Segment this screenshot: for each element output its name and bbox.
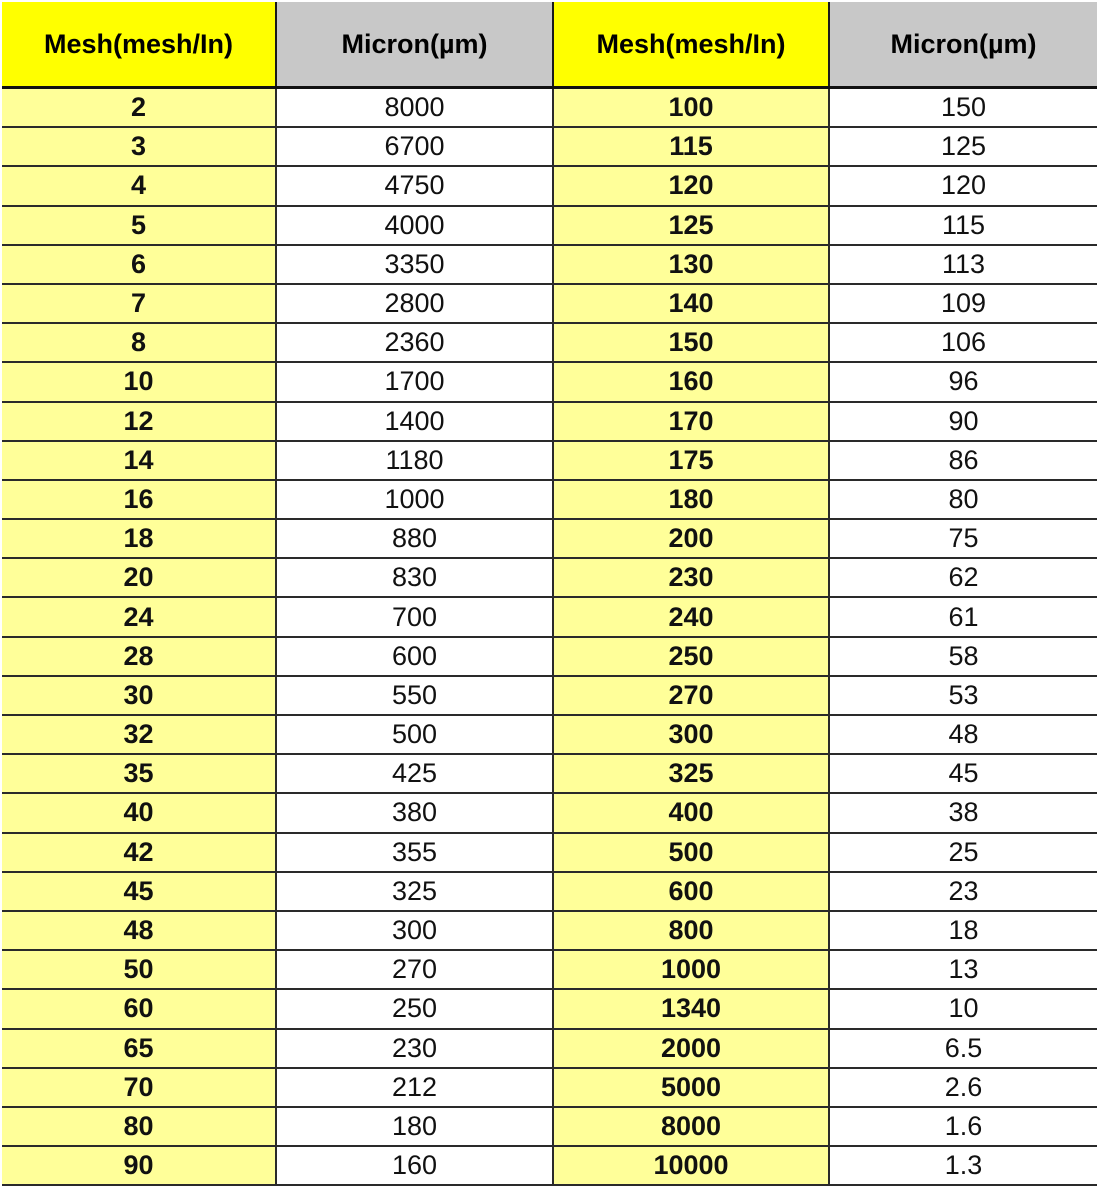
header-mesh-left: Mesh(mesh/In) (2, 2, 276, 88)
mesh-left-cell: 42 (2, 833, 276, 872)
mesh-right-cell: 250 (553, 637, 829, 676)
mesh-micron-sheet (2, 2, 1097, 1185)
table-row (2, 284, 1097, 323)
mesh-right-cell: 150 (553, 323, 829, 362)
mesh-left-cell: 24 (2, 597, 276, 636)
micron-right-cell: 58 (829, 637, 1097, 676)
table-row (2, 597, 1097, 636)
micron-right-cell: 38 (829, 793, 1097, 832)
micron-left-cell: 300 (276, 911, 553, 950)
mesh-right-cell: 1000 (553, 950, 829, 989)
table-row (2, 245, 1097, 284)
mesh-left-cell: 50 (2, 950, 276, 989)
table-row (2, 362, 1097, 401)
mesh-left-cell: 2 (2, 88, 276, 128)
mesh-left-cell: 10 (2, 362, 276, 401)
mesh-left-cell: 4 (2, 166, 276, 205)
table-row (2, 441, 1097, 480)
mesh-left-cell: 80 (2, 1107, 276, 1146)
mesh-right-cell: 240 (553, 597, 829, 636)
micron-right-cell: 25 (829, 833, 1097, 872)
mesh-left-cell: 65 (2, 1029, 276, 1068)
micron-left-cell: 2800 (276, 284, 553, 323)
micron-right-cell: 23 (829, 872, 1097, 911)
micron-right-cell: 125 (829, 127, 1097, 166)
micron-right-cell: 1.6 (829, 1107, 1097, 1146)
table-row (2, 911, 1097, 950)
micron-left-cell: 250 (276, 989, 553, 1028)
mesh-left-cell: 16 (2, 480, 276, 519)
mesh-right-cell: 170 (553, 402, 829, 441)
micron-right-cell: 62 (829, 558, 1097, 597)
table-row (2, 402, 1097, 441)
micron-left-cell: 1000 (276, 480, 553, 519)
table-row (2, 480, 1097, 519)
micron-right-cell: 90 (829, 402, 1097, 441)
mesh-right-cell: 800 (553, 911, 829, 950)
header-row (2, 2, 1097, 88)
micron-left-cell: 325 (276, 872, 553, 911)
mesh-right-cell: 120 (553, 166, 829, 205)
table-row (2, 127, 1097, 166)
mesh-left-cell: 3 (2, 127, 276, 166)
mesh-right-cell: 10000 (553, 1146, 829, 1185)
micron-left-cell: 600 (276, 637, 553, 676)
micron-right-cell: 6.5 (829, 1029, 1097, 1068)
micron-right-cell: 96 (829, 362, 1097, 401)
mesh-right-cell: 270 (553, 676, 829, 715)
mesh-left-cell: 45 (2, 872, 276, 911)
table-row (2, 833, 1097, 872)
table-row (2, 676, 1097, 715)
mesh-right-cell: 130 (553, 245, 829, 284)
table-row (2, 950, 1097, 989)
mesh-right-cell: 200 (553, 519, 829, 558)
micron-left-cell: 8000 (276, 88, 553, 128)
header-mesh-right: Mesh(mesh/In) (553, 2, 829, 88)
table-row (2, 1146, 1097, 1185)
micron-right-cell: 1.3 (829, 1146, 1097, 1185)
micron-left-cell: 180 (276, 1107, 553, 1146)
micron-left-cell: 4000 (276, 206, 553, 245)
micron-right-cell: 86 (829, 441, 1097, 480)
mesh-left-cell: 12 (2, 402, 276, 441)
mesh-left-cell: 20 (2, 558, 276, 597)
table-row (2, 754, 1097, 793)
mesh-left-cell: 60 (2, 989, 276, 1028)
micron-left-cell: 2360 (276, 323, 553, 362)
mesh-left-cell: 6 (2, 245, 276, 284)
mesh-right-cell: 115 (553, 127, 829, 166)
table-body (2, 88, 1097, 1186)
table-row (2, 558, 1097, 597)
mesh-right-cell: 2000 (553, 1029, 829, 1068)
micron-left-cell: 1700 (276, 362, 553, 401)
mesh-right-cell: 125 (553, 206, 829, 245)
micron-left-cell: 3350 (276, 245, 553, 284)
mesh-left-cell: 7 (2, 284, 276, 323)
micron-left-cell: 425 (276, 754, 553, 793)
mesh-left-cell: 28 (2, 637, 276, 676)
mesh-right-cell: 8000 (553, 1107, 829, 1146)
micron-right-cell: 150 (829, 88, 1097, 128)
table-row (2, 989, 1097, 1028)
table-row (2, 637, 1097, 676)
micron-left-cell: 380 (276, 793, 553, 832)
micron-right-cell: 115 (829, 206, 1097, 245)
mesh-left-cell: 18 (2, 519, 276, 558)
micron-right-cell: 18 (829, 911, 1097, 950)
mesh-left-cell: 5 (2, 206, 276, 245)
table-row (2, 715, 1097, 754)
mesh-right-cell: 400 (553, 793, 829, 832)
micron-left-cell: 550 (276, 676, 553, 715)
table-row (2, 519, 1097, 558)
mesh-left-cell: 14 (2, 441, 276, 480)
micron-left-cell: 6700 (276, 127, 553, 166)
table-header (2, 2, 1097, 88)
micron-right-cell: 45 (829, 754, 1097, 793)
table-row (2, 166, 1097, 205)
micron-right-cell: 113 (829, 245, 1097, 284)
table-row (2, 88, 1097, 128)
micron-right-cell: 61 (829, 597, 1097, 636)
mesh-micron-table (2, 2, 1097, 1186)
micron-right-cell: 53 (829, 676, 1097, 715)
micron-left-cell: 700 (276, 597, 553, 636)
table-row (2, 206, 1097, 245)
mesh-right-cell: 175 (553, 441, 829, 480)
mesh-right-cell: 500 (553, 833, 829, 872)
table-row (2, 1068, 1097, 1107)
micron-left-cell: 880 (276, 519, 553, 558)
header-micron-right: Micron(µm) (829, 2, 1097, 88)
mesh-left-cell: 35 (2, 754, 276, 793)
micron-right-cell: 106 (829, 323, 1097, 362)
micron-right-cell: 109 (829, 284, 1097, 323)
table-row (2, 1029, 1097, 1068)
mesh-left-cell: 30 (2, 676, 276, 715)
mesh-left-cell: 48 (2, 911, 276, 950)
micron-right-cell: 80 (829, 480, 1097, 519)
table-row (2, 872, 1097, 911)
mesh-left-cell: 90 (2, 1146, 276, 1185)
mesh-right-cell: 325 (553, 754, 829, 793)
micron-left-cell: 4750 (276, 166, 553, 205)
mesh-right-cell: 1340 (553, 989, 829, 1028)
mesh-right-cell: 180 (553, 480, 829, 519)
micron-left-cell: 1180 (276, 441, 553, 480)
micron-left-cell: 830 (276, 558, 553, 597)
micron-left-cell: 212 (276, 1068, 553, 1107)
micron-left-cell: 270 (276, 950, 553, 989)
micron-right-cell: 10 (829, 989, 1097, 1028)
mesh-left-cell: 40 (2, 793, 276, 832)
micron-left-cell: 230 (276, 1029, 553, 1068)
mesh-right-cell: 230 (553, 558, 829, 597)
table-row (2, 1107, 1097, 1146)
micron-left-cell: 500 (276, 715, 553, 754)
mesh-left-cell: 32 (2, 715, 276, 754)
table-row (2, 793, 1097, 832)
micron-right-cell: 2.6 (829, 1068, 1097, 1107)
micron-left-cell: 355 (276, 833, 553, 872)
micron-right-cell: 75 (829, 519, 1097, 558)
micron-right-cell: 120 (829, 166, 1097, 205)
mesh-right-cell: 100 (553, 88, 829, 128)
mesh-left-cell: 8 (2, 323, 276, 362)
mesh-left-cell: 70 (2, 1068, 276, 1107)
micron-left-cell: 160 (276, 1146, 553, 1185)
mesh-right-cell: 140 (553, 284, 829, 323)
mesh-right-cell: 300 (553, 715, 829, 754)
table-row (2, 323, 1097, 362)
micron-right-cell: 13 (829, 950, 1097, 989)
header-micron-left: Micron(µm) (276, 2, 553, 88)
micron-right-cell: 48 (829, 715, 1097, 754)
micron-left-cell: 1400 (276, 402, 553, 441)
mesh-right-cell: 5000 (553, 1068, 829, 1107)
mesh-right-cell: 160 (553, 362, 829, 401)
mesh-right-cell: 600 (553, 872, 829, 911)
